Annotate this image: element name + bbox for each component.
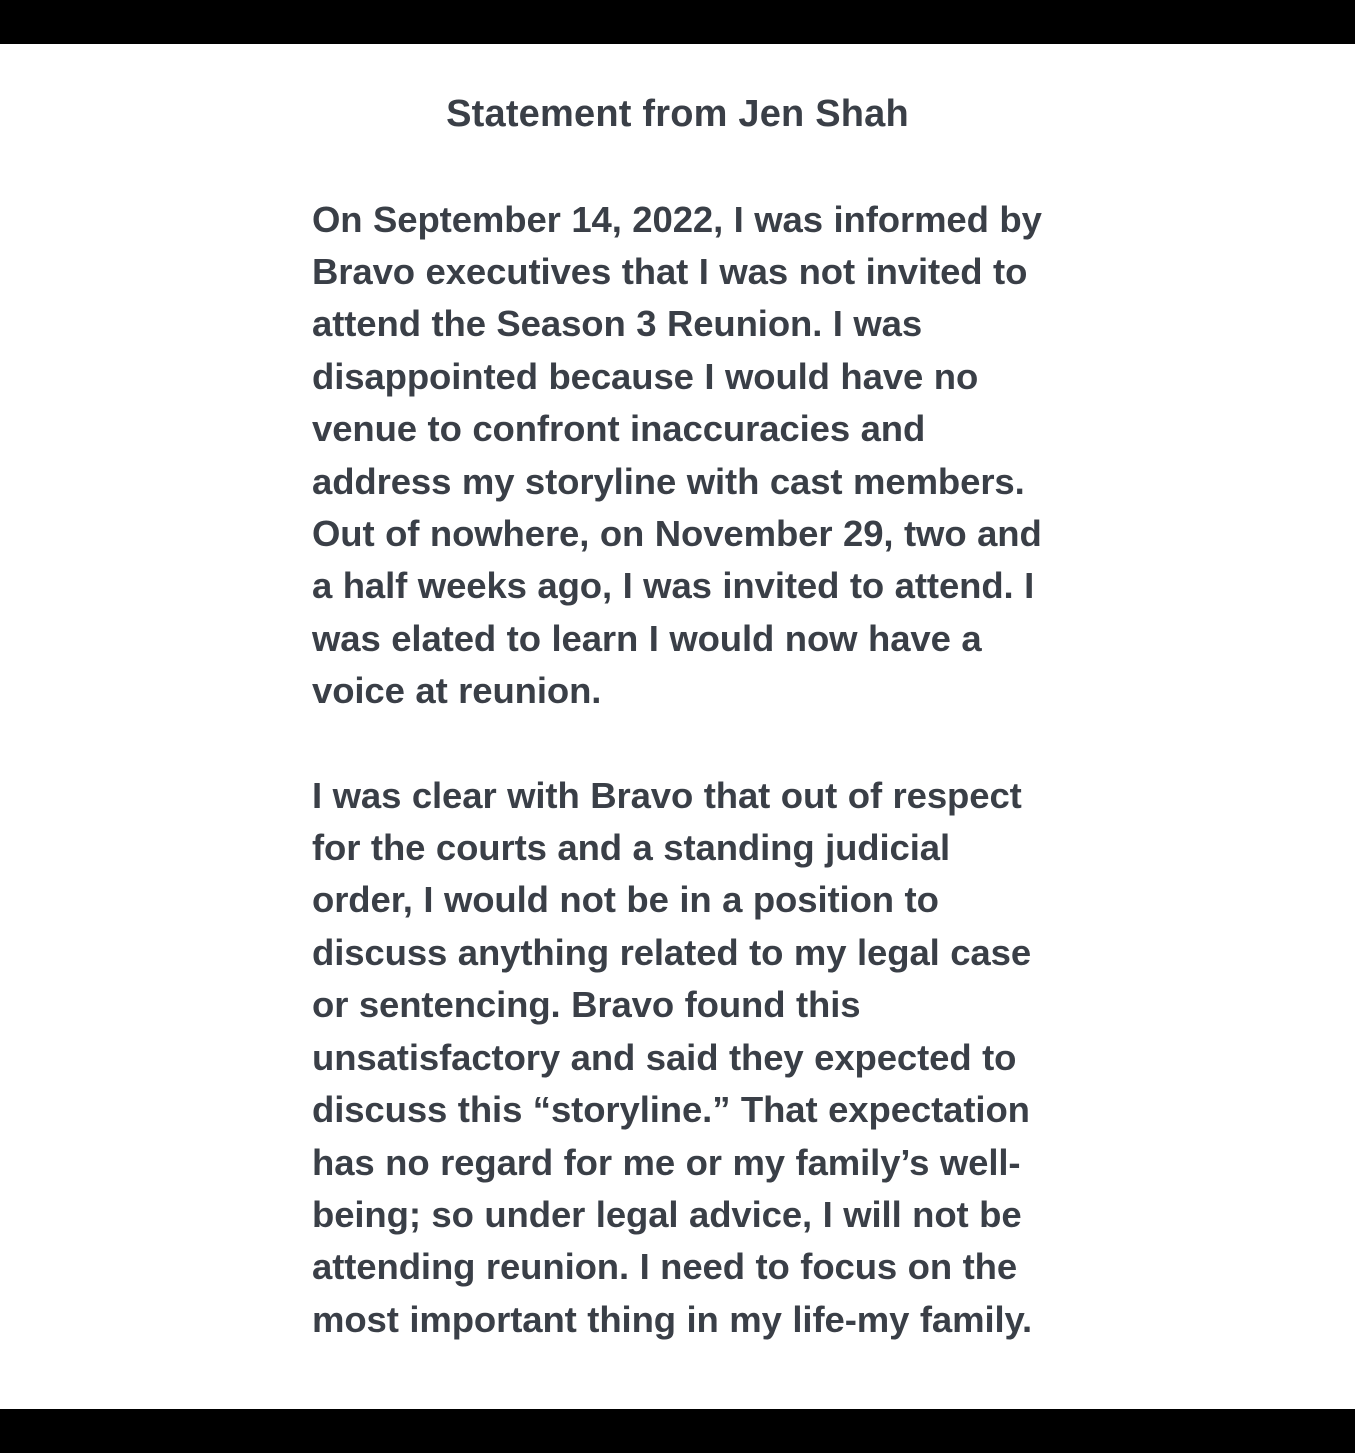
letterbox-top <box>0 0 1355 44</box>
statement-body <box>0 138 1355 1347</box>
statement-paragraph-1: On September 14, 2022, I was informed by Bravo executives that I was not invited to attend the Season 3 Reunion. I was disappointed because I would have no venue to confront inaccuracies and address my storyline with cast members. Out of nowhere, on November 29, two and a half weeks ago, I was invited to attend. I was elated to learn I would now have a voice at reunion. <box>312 198 1042 712</box>
page-title: Statement from Jen Shah <box>446 93 909 135</box>
statement-paragraph-2: I was clear with Bravo that out of respect for the courts and a standing judicial order, I would not be in a position to discuss anything related to my legal case or sentencing. Bravo found this unsatisfactory and said they expected to discuss this “storyline.” That expectation has no regard for me or my family’s well-being; so under legal advice, I will not be attending reunion. I need to focus on the most important thing in my life-my family. <box>312 774 1033 1340</box>
letterbox-bottom <box>0 1409 1355 1453</box>
statement-card <box>0 44 1355 1409</box>
